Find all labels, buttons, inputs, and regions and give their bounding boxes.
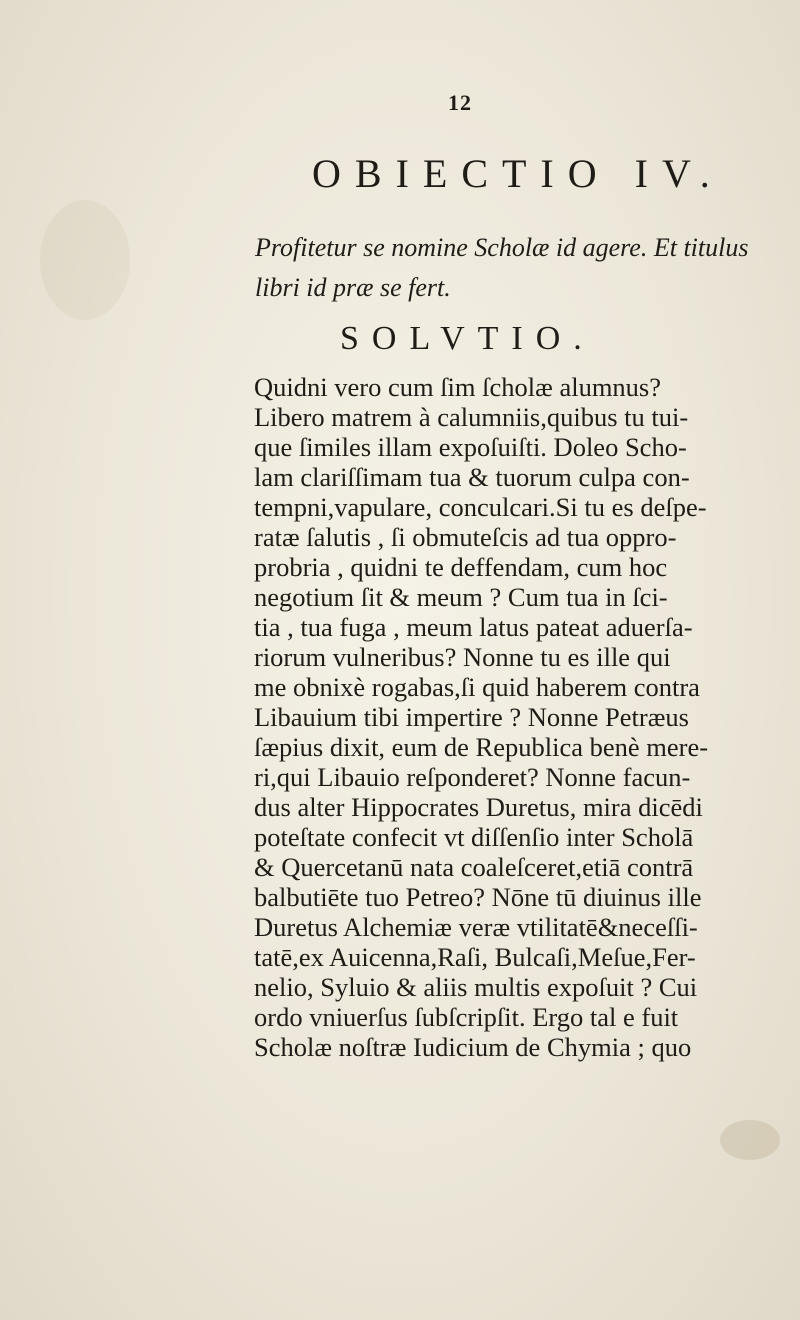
objection-line: Profitetur se nomine Scholæ id agere. Et titulus [255,233,749,262]
text-line: dus alter Hippocrates Duretus, mira dicēdi [254,792,703,822]
text-line: Scholæ noſtræ Iudicium de Chymia ; quo [254,1032,692,1062]
text-line: Libauium tibi impertire ? Nonne Petræus [254,702,689,732]
text-line: probria , quidni te deffendam, cum hoc [254,552,668,582]
text-line: Libero matrem à calumniis,quibus tu tui- [254,402,689,432]
objection-text [255,228,749,308]
text-line: poteſtate confecit vt diſſenſio inter Scholā [254,822,694,852]
text-line: tatē,ex Auicenna,Raſi, Bulcaſi,Meſue,Fer- [254,942,696,972]
objection-heading: OBIECTIO IV. [312,151,724,196]
text-line: ſæpius dixit, eum de Republica benè mere- [254,732,709,762]
objection-line: libri id præ se fert. [255,273,451,302]
text-line: tia , tua fuga , meum latus pateat aduerſa- [254,612,693,642]
text-line: nelio, Syluio & aliis multis expoſuit ? Cui [254,972,698,1002]
text-line: negotium ſit & meum ? Cum tua in ſci- [254,582,668,612]
paper-stain [720,1120,780,1160]
text-line: me obnixè rogabas,ſi quid haberem contra [254,672,700,702]
text-line: ordo vniuerſus ſubſcripſit. Ergo tal e fuit [254,1002,679,1032]
text-line: riorum vulneribus? Nonne tu es ille qui [254,642,671,672]
page-number: 12 [448,90,472,115]
text-line: lam clariſſimam tua & tuorum culpa con- [254,462,690,492]
text-line: que ſimiles illam expoſuiſti. Doleo Scho- [254,432,687,462]
solution-body [254,372,794,1062]
text-line: balbutiēte tuo Petreo? Nōne tū diuinus ille [254,882,702,912]
paper-stain [40,200,130,320]
text-line: ri,qui Libauio reſponderet? Nonne facun- [254,762,691,792]
text-line: Quidni vero cum ſim ſcholæ alumnus? [254,372,662,402]
text-line: ratæ ſalutis , ſi obmuteſcis ad tua oppro- [254,522,677,552]
solution-heading: SOLVTIO. [340,320,595,357]
text-line: tempni,vapulare, conculcari.Si tu es deſpe- [254,492,707,522]
text-line: Duretus Alchemiæ veræ vtilitatē&neceſſi- [254,912,698,942]
text-line: & Quercetanū nata coaleſceret,etiā contrā [254,852,694,882]
